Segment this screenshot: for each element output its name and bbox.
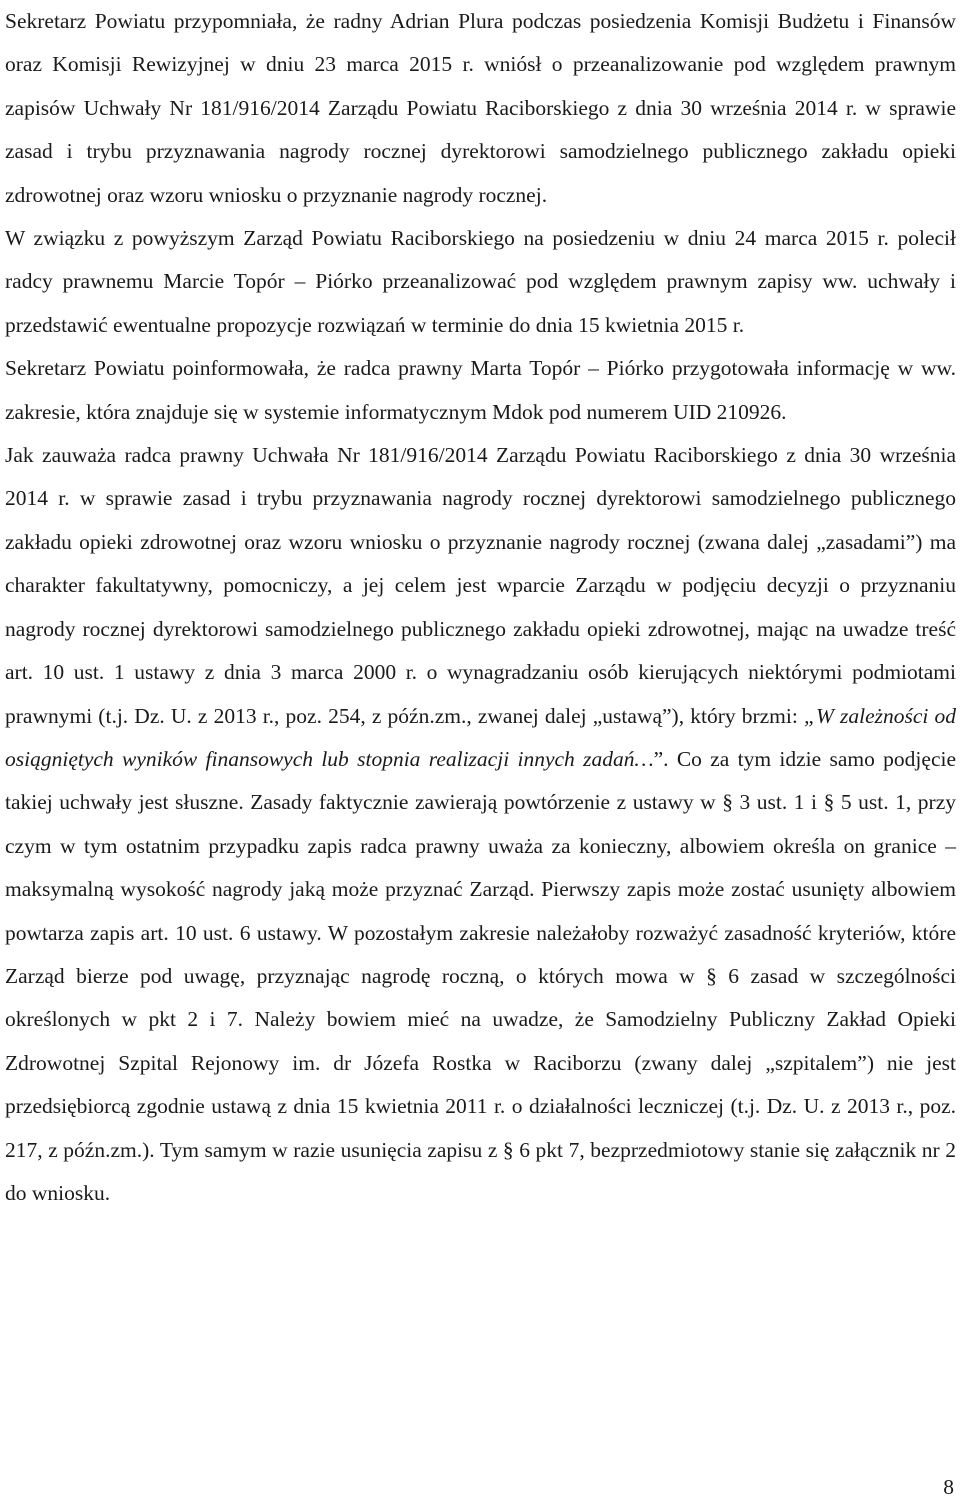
paragraph-4-text-before: Jak zauważa radca prawny Uchwała Nr 181/916/2014 Zarządu Powiatu Raciborskiego z dnia 30 września 2014 r. w sprawie zasad i trybu przyznawania nagrody rocznej dyrektorowi samodzielnego publicznego zakładu opieki zdrowotnej oraz wzoru wniosku o przyznanie nagrody rocznej (zwana dalej „zasadami”) ma charakter fakultatywny, pomocniczy, a jej celem jest wparcie Zarządu w podjęciu decyzji o przyznaniu nagrody rocznej dyrektorowi samodzielnego publicznego zakładu opieki zdrowotnej, mając na uwadze treść art. 10 ust. 1 ustawy z dnia 3 marca 2000 r. o wynagradzaniu osób kierujących niektórymi podmiotami prawnymi (t.j. Dz. U. z 2013 r., poz. 254, z późn.zm., zwanej dalej „ustawą”), który brzmi: xyxy=(5,443,956,728)
paragraph-3: Sekretarz Powiatu poinformowała, że radca prawny Marta Topór – Piórko przygotowała informację w ww. zakresie, która znajduje się w systemie informatycznym Mdok pod numerem UID 210926. xyxy=(5,356,956,424)
paragraph-4 xyxy=(5,434,956,1215)
paragraph-1: Sekretarz Powiatu przypomniała, że radny Adrian Plura podczas posiedzenia Komisji Budżetu i Finansów oraz Komisji Rewizyjnej w dniu 23 marca 2015 r. wniósł o przeanalizowanie pod względem prawnym zapisów Uchwały Nr 181/916/2014 Zarządu Powiatu Raciborskiego z dnia 30 września 2014 r. w sprawie zasad i trybu przyznawania nagrody rocznej dyrektorowi samodzielnego publicznego zakładu opieki zdrowotnej oraz wzoru wniosku o przyznanie nagrody rocznej. xyxy=(5,9,956,207)
page-number: 8 xyxy=(943,1475,954,1499)
document-page xyxy=(5,0,956,1215)
paragraph-2: W związku z powyższym Zarząd Powiatu Raciborskiego na posiedzeniu w dniu 24 marca 2015 r. polecił radcy prawnemu Marcie Topór – Piórko przeanalizować pod względem prawnym zapisy ww. uchwały i przedstawić ewentualne propozycje rozwiązań w terminie do dnia 15 kwietnia 2015 r. xyxy=(5,226,956,337)
paragraph-4-quote: „W zależności od osiągniętych wyników finansowych lub stopnia realizacji innych zadań… xyxy=(5,703,957,771)
paragraph-4-text-after: ”. Co za tym idzie samo podjęcie takiej uchwały jest słuszne. Zasady faktycznie zawierają powtórzenie z ustawy w § 3 ust. 1 i § 5 ust. 1, przy czym w tym ostatnim przypadku zapis radca prawny uważa za konieczny, albowiem określa on granice – maksymalną wysokość nagrody jaką może przyznać Zarząd. Pierwszy zapis może zostać usunięty albowiem powtarza zapis art. 10 ust. 6 ustawy. W pozostałym zakresie należałoby rozważyć zasadność kryteriów, które Zarząd bierze pod uwagę, przyznając nagrodę roczną, o których mowa w § 6 zasad w szczególności określonych w pkt 2 i 7. Należy bowiem mieć na uwadze, że Samodzielny Publiczny Zakład Opieki Zdrowotnej Szpital Rejonowy im. dr Józefa Rostka w Raciborzu (zwany dalej „szpitalem”) nie jest przedsiębiorcą zgodnie ustawą z dnia 15 kwietnia 2011 r. o działalności leczniczej (t.j. Dz. U. z 2013 r., poz. 217, z późn.zm.). Tym samym w razie usunięcia zapisu z § 6 pkt 7, bezprzedmiotowy stanie się załącznik nr 2 do wniosku. xyxy=(5,746,957,1205)
